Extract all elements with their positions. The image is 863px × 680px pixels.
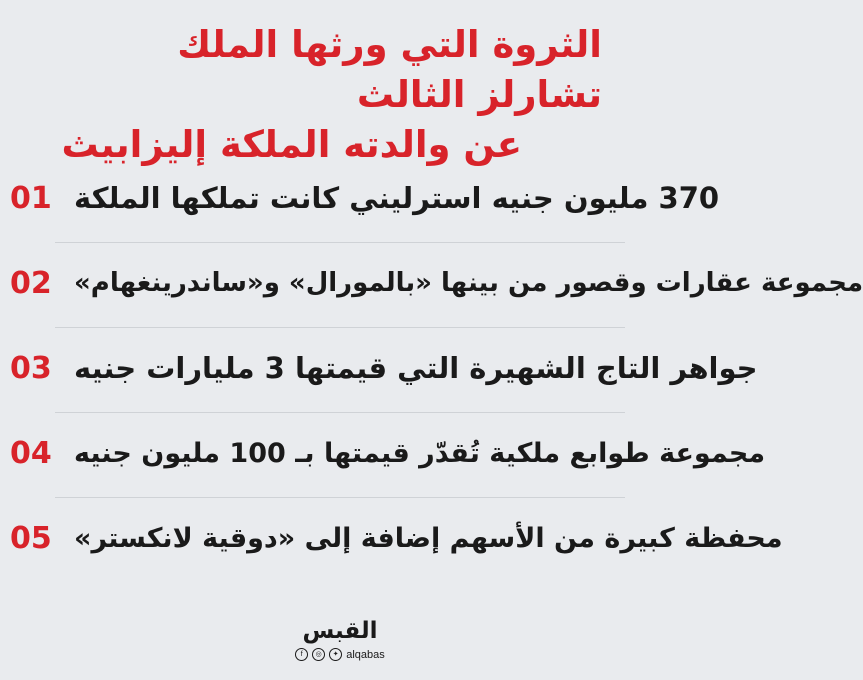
- item-number: 04: [10, 435, 52, 471]
- title-line-1: الثروة التي ورثها الملك تشارلز الثالث: [177, 23, 602, 116]
- divider: [55, 327, 625, 328]
- twitter-icon[interactable]: ✦: [329, 648, 342, 661]
- list-item: [10, 417, 766, 502]
- item-text: جواهر التاج الشهيرة التي قيمتها 3 مليارات جنيه: [74, 351, 758, 385]
- list-item: [10, 332, 758, 417]
- item-text: مجموعة طوابع ملكية تُقدّر قيمتها بـ 100 مليون جنيه: [74, 437, 766, 469]
- wealth-list: [10, 162, 863, 587]
- list-item: [10, 247, 863, 332]
- item-text: مجموعة عقارات وقصور من بينها «بالمورال» و«ساندرينغهام»: [74, 268, 863, 298]
- divider: [55, 242, 625, 243]
- item-number: 02: [10, 265, 52, 301]
- page-title: [42, 20, 602, 170]
- item-text: 370 مليون جنيه استرليني كانت تملكها الملكة: [74, 181, 720, 215]
- item-number: 05: [10, 520, 52, 556]
- item-number: 03: [10, 350, 52, 386]
- list-item: [10, 502, 783, 587]
- brand-logo: القبس: [302, 618, 378, 644]
- social-row: [295, 648, 385, 661]
- item-number: 01: [10, 180, 52, 216]
- item-text: محفظة كبيرة من الأسهم إضافة إلى «دوقية لانكستر»: [74, 522, 783, 554]
- divider: [55, 497, 625, 498]
- footer: [0, 618, 680, 678]
- title-line-2: عن والدته الملكة إليزابيث: [61, 123, 522, 166]
- list-item: [10, 162, 720, 247]
- divider: [55, 412, 625, 413]
- instagram-icon[interactable]: ◎: [312, 648, 325, 661]
- facebook-icon[interactable]: f: [295, 648, 308, 661]
- social-handle[interactable]: alqabas: [346, 648, 385, 661]
